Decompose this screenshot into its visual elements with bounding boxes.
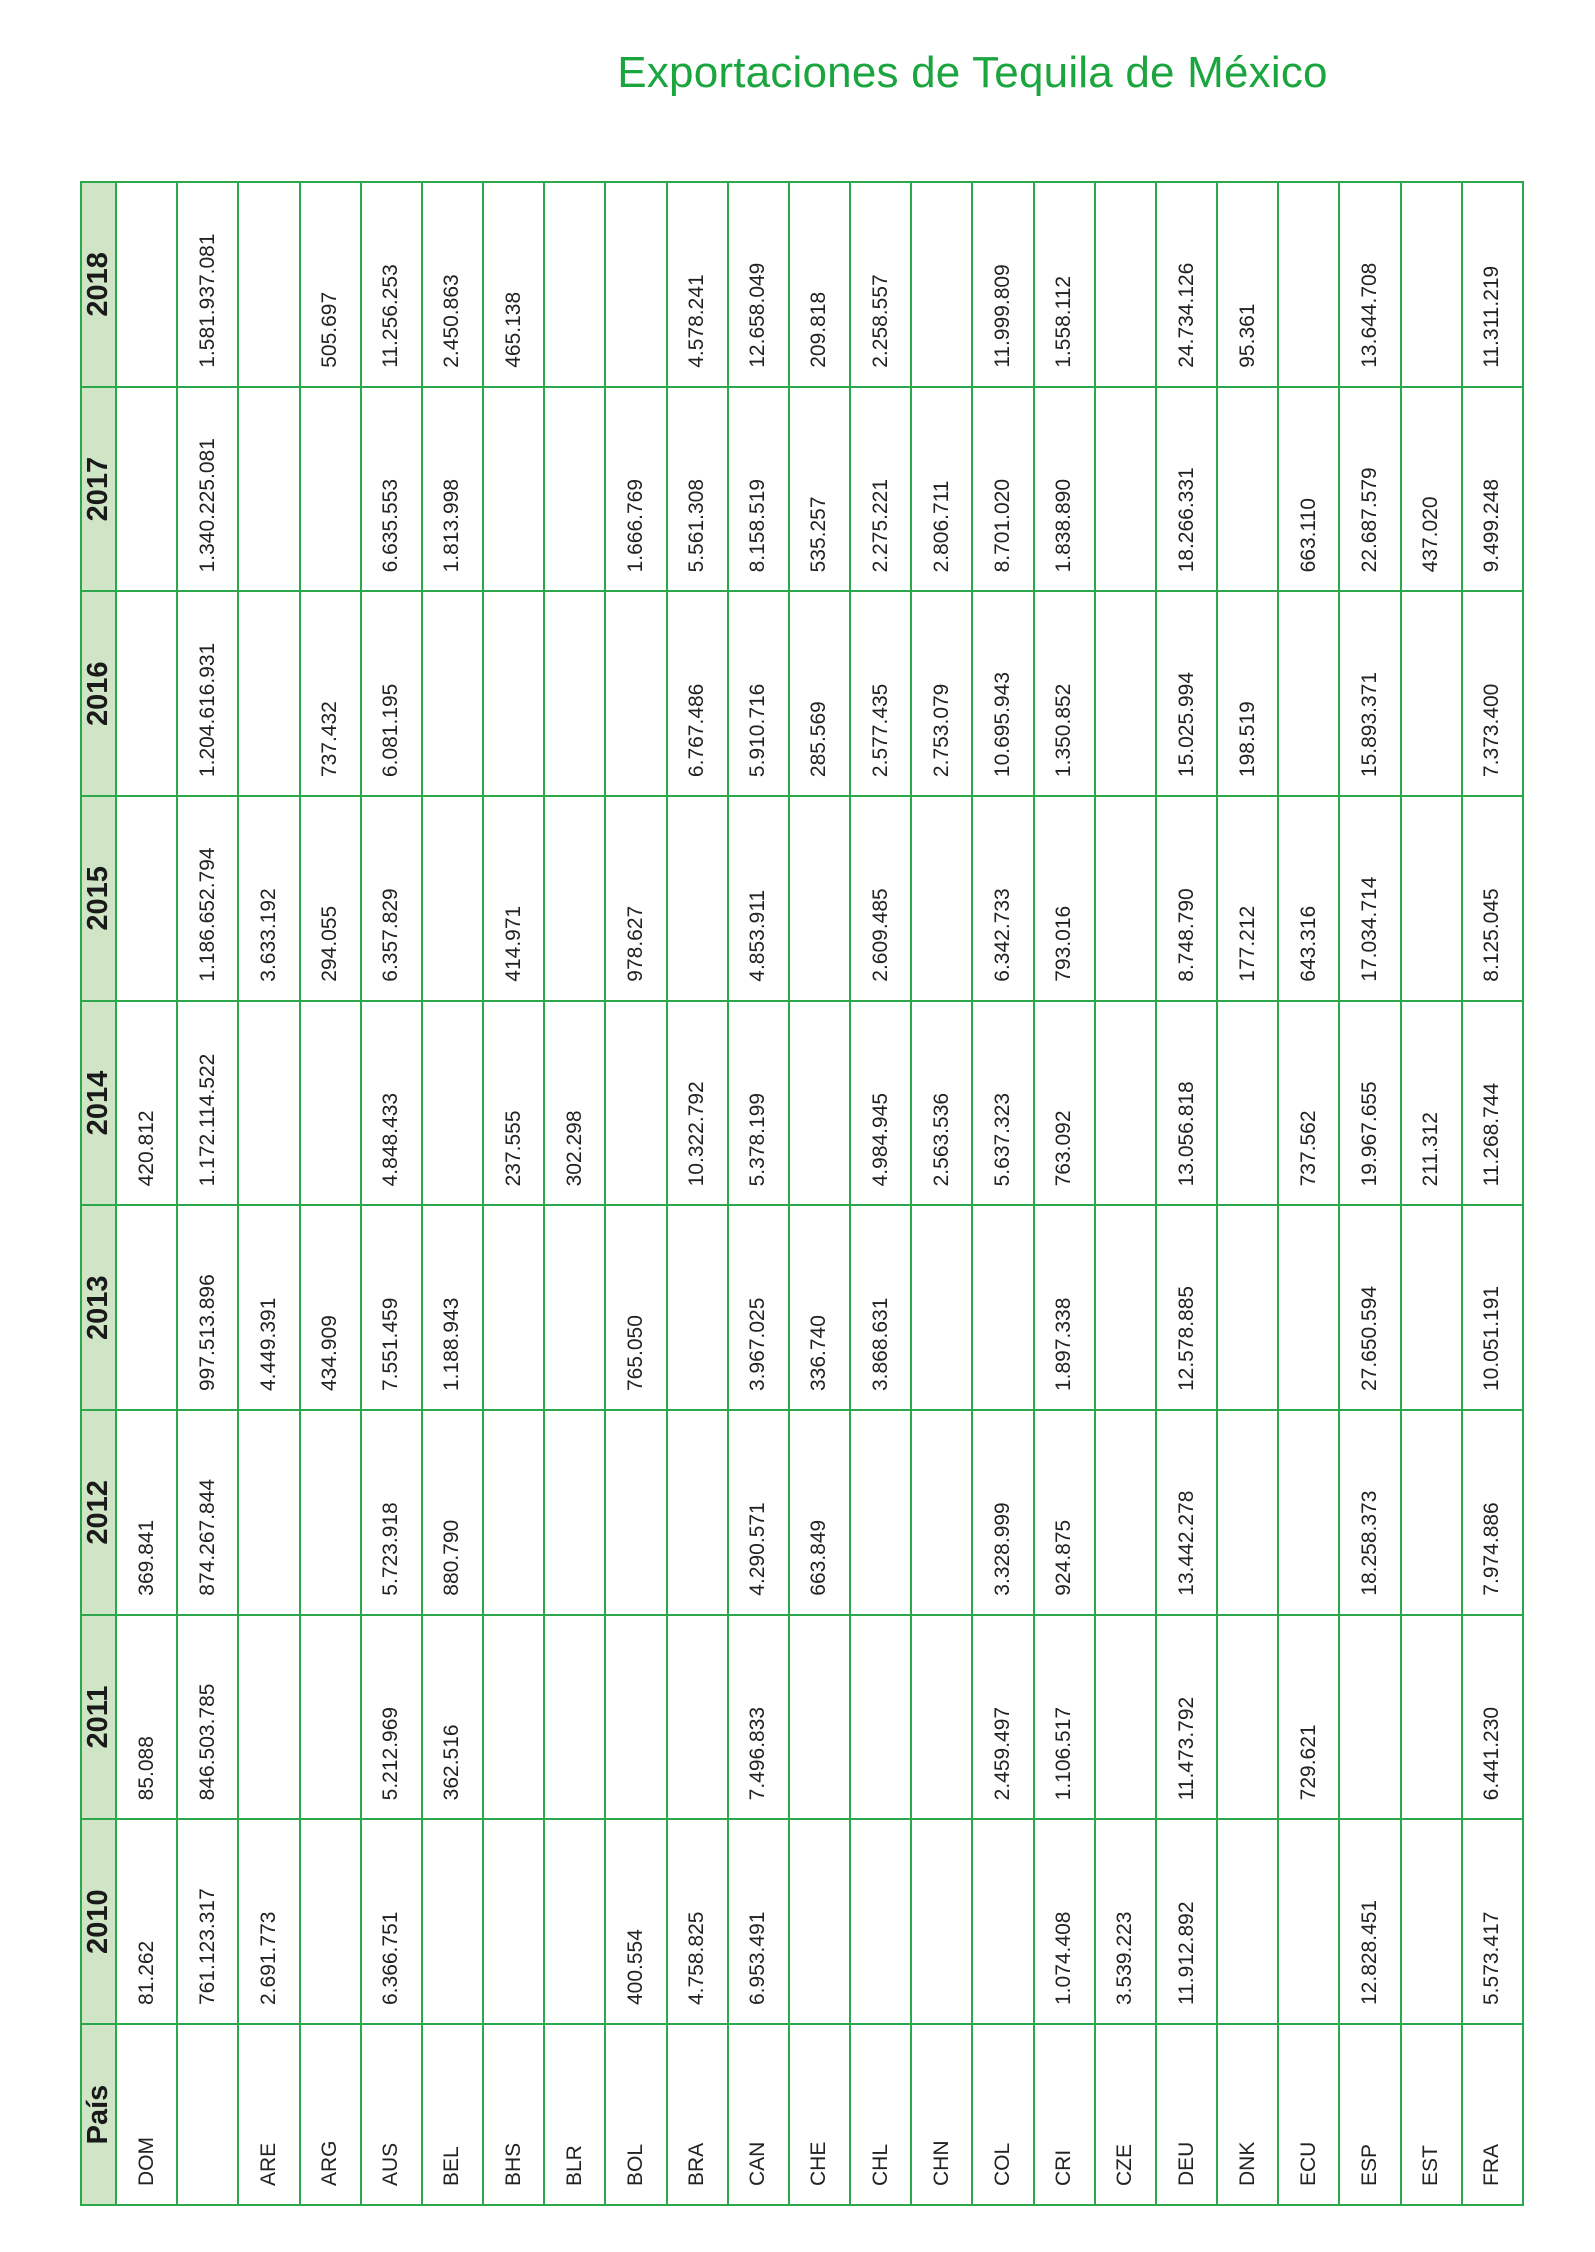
value-cell	[1278, 1410, 1339, 1615]
value-cell	[422, 1819, 483, 2024]
value-cell: 5.561.308	[667, 387, 728, 592]
value-cell	[1401, 1410, 1462, 1615]
value-cell: 6.366.751	[361, 1819, 422, 2024]
country-cell: CZE	[1095, 2024, 1156, 2205]
header-2013: 2013	[81, 1205, 116, 1410]
value-cell	[1095, 796, 1156, 1001]
value-cell: 1.558.112	[1034, 182, 1095, 387]
value-cell	[1401, 1205, 1462, 1410]
table-row	[1034, 182, 1095, 2205]
value-cell	[1278, 1205, 1339, 1410]
table-row	[850, 182, 911, 2205]
value-cell	[300, 1615, 361, 1820]
value-cell: 7.551.459	[361, 1205, 422, 1410]
value-cell: 11.268.744	[1462, 1001, 1523, 1206]
value-cell	[1278, 1819, 1339, 2024]
value-cell: 924.875	[1034, 1410, 1095, 1615]
value-cell: 4.578.241	[667, 182, 728, 387]
value-cell: 1.074.408	[1034, 1819, 1095, 2024]
value-cell	[1095, 1205, 1156, 1410]
value-cell: 978.627	[605, 796, 666, 1001]
value-cell	[544, 796, 605, 1001]
value-cell	[667, 1205, 728, 1410]
value-cell: 19.967.655	[1339, 1001, 1400, 1206]
value-cell: 18.266.331	[1156, 387, 1217, 592]
value-cell: 765.050	[605, 1205, 666, 1410]
value-cell: 10.051.191	[1462, 1205, 1523, 1410]
exports-table	[80, 181, 1524, 2206]
country-cell: DEU	[1156, 2024, 1217, 2205]
value-cell: 8.748.790	[1156, 796, 1217, 1001]
table-row	[544, 182, 605, 2205]
value-cell	[544, 1205, 605, 1410]
value-cell	[1278, 591, 1339, 796]
value-cell: 5.212.969	[361, 1615, 422, 1820]
value-cell: 4.848.433	[361, 1001, 422, 1206]
value-cell	[1095, 182, 1156, 387]
page-title: Exportaciones de Tequila de México	[617, 48, 1328, 97]
value-cell	[300, 1001, 361, 1206]
value-cell: 85.088	[116, 1615, 177, 1820]
value-cell	[1095, 1001, 1156, 1206]
value-cell	[1095, 387, 1156, 592]
value-cell: 3.868.631	[850, 1205, 911, 1410]
value-cell	[789, 1819, 850, 2024]
value-cell: 12.658.049	[728, 182, 789, 387]
value-cell	[422, 591, 483, 796]
value-cell: 1.897.338	[1034, 1205, 1095, 1410]
country-cell: DNK	[1217, 2024, 1278, 2205]
value-cell	[1217, 387, 1278, 592]
rotated-table	[80, 181, 1524, 2206]
value-cell: 7.974.886	[1462, 1410, 1523, 1615]
value-cell: 362.516	[422, 1615, 483, 1820]
value-cell: 4.853.911	[728, 796, 789, 1001]
value-cell: 3.328.999	[972, 1410, 1033, 1615]
value-cell: 11.473.792	[1156, 1615, 1217, 1820]
table-row	[1156, 182, 1217, 2205]
value-cell	[789, 796, 850, 1001]
value-cell: 2.609.485	[850, 796, 911, 1001]
value-cell	[238, 182, 299, 387]
value-cell: 336.740	[789, 1205, 850, 1410]
country-cell: CHE	[789, 2024, 850, 2205]
header-2014: 2014	[81, 1001, 116, 1206]
value-cell: 12.578.885	[1156, 1205, 1217, 1410]
table-row	[300, 182, 361, 2205]
header-2010: 2010	[81, 1819, 116, 2024]
value-cell: 12.828.451	[1339, 1819, 1400, 2024]
value-cell	[1217, 1001, 1278, 1206]
value-cell: 10.322.792	[667, 1001, 728, 1206]
header-2016: 2016	[81, 591, 116, 796]
country-cell: FRA	[1462, 2024, 1523, 2205]
value-cell: 5.573.417	[1462, 1819, 1523, 2024]
table-row	[1278, 182, 1339, 2205]
value-cell: 874.267.844	[177, 1410, 238, 1615]
value-cell: 6.441.230	[1462, 1615, 1523, 1820]
header-2011: 2011	[81, 1615, 116, 1820]
value-cell: 6.767.486	[667, 591, 728, 796]
value-cell	[911, 182, 972, 387]
value-cell: 763.092	[1034, 1001, 1095, 1206]
value-cell: 6.357.829	[361, 796, 422, 1001]
table-row	[1401, 182, 1462, 2205]
table-row	[422, 182, 483, 2205]
header-pais: País	[81, 2024, 116, 2205]
value-cell	[972, 1819, 1033, 2024]
value-cell	[605, 1410, 666, 1615]
value-cell	[1095, 1615, 1156, 1820]
value-cell: 95.361	[1217, 182, 1278, 387]
value-cell	[116, 796, 177, 1001]
value-cell: 237.555	[483, 1001, 544, 1206]
value-cell: 420.812	[116, 1001, 177, 1206]
value-cell	[544, 182, 605, 387]
value-cell: 302.298	[544, 1001, 605, 1206]
country-cell: CRI	[1034, 2024, 1095, 2205]
country-cell: BOL	[605, 2024, 666, 2205]
value-cell	[789, 1615, 850, 1820]
value-cell: 3.967.025	[728, 1205, 789, 1410]
value-cell: 9.499.248	[1462, 387, 1523, 592]
value-cell: 1.838.890	[1034, 387, 1095, 592]
value-cell	[1339, 1615, 1400, 1820]
value-cell	[483, 1615, 544, 1820]
value-cell	[483, 1819, 544, 2024]
value-cell: 3.539.223	[1095, 1819, 1156, 2024]
value-cell: 1.106.517	[1034, 1615, 1095, 1820]
value-cell: 1.188.943	[422, 1205, 483, 1410]
country-cell: BEL	[422, 2024, 483, 2205]
country-cell: COL	[972, 2024, 1033, 2205]
value-cell: 11.912.892	[1156, 1819, 1217, 2024]
value-cell: 198.519	[1217, 591, 1278, 796]
value-cell: 8.125.045	[1462, 796, 1523, 1001]
value-cell	[238, 1001, 299, 1206]
value-cell: 1.666.769	[605, 387, 666, 592]
value-cell: 2.753.079	[911, 591, 972, 796]
value-cell: 2.459.497	[972, 1615, 1033, 1820]
value-cell: 6.342.733	[972, 796, 1033, 1001]
table-row	[972, 182, 1033, 2205]
value-cell: 4.984.945	[850, 1001, 911, 1206]
value-cell: 13.644.708	[1339, 182, 1400, 387]
value-cell	[667, 1615, 728, 1820]
value-cell: 13.442.278	[1156, 1410, 1217, 1615]
table-body	[116, 182, 1523, 2205]
value-cell: 1.340.225.081	[177, 387, 238, 592]
value-cell: 10.695.943	[972, 591, 1033, 796]
value-cell: 177.212	[1217, 796, 1278, 1001]
header-2015: 2015	[81, 796, 116, 1001]
value-cell	[789, 1001, 850, 1206]
value-cell	[605, 1615, 666, 1820]
value-cell: 1.186.652.794	[177, 796, 238, 1001]
value-cell: 737.562	[1278, 1001, 1339, 1206]
header-2018: 2018	[81, 182, 116, 387]
value-cell: 1.581.937.081	[177, 182, 238, 387]
value-cell	[850, 1410, 911, 1615]
value-cell: 4.758.825	[667, 1819, 728, 2024]
value-cell	[238, 387, 299, 592]
value-cell: 2.577.435	[850, 591, 911, 796]
value-cell: 729.621	[1278, 1615, 1339, 1820]
table-row	[238, 182, 299, 2205]
table-row	[116, 182, 177, 2205]
value-cell	[605, 182, 666, 387]
country-cell: ESP	[1339, 2024, 1400, 2205]
value-cell	[911, 1410, 972, 1615]
value-cell: 211.312	[1401, 1001, 1462, 1206]
value-cell: 13.056.818	[1156, 1001, 1217, 1206]
value-cell: 11.256.253	[361, 182, 422, 387]
country-cell: CHN	[911, 2024, 972, 2205]
value-cell	[972, 1205, 1033, 1410]
value-cell: 793.016	[1034, 796, 1095, 1001]
value-cell: 5.637.323	[972, 1001, 1033, 1206]
value-cell: 5.378.199	[728, 1001, 789, 1206]
value-cell	[544, 1410, 605, 1615]
value-cell	[1278, 182, 1339, 387]
table-row	[483, 182, 544, 2205]
country-cell: CAN	[728, 2024, 789, 2205]
country-cell: AUS	[361, 2024, 422, 2205]
value-cell	[1401, 1819, 1462, 2024]
value-cell: 18.258.373	[1339, 1410, 1400, 1615]
value-cell: 505.697	[300, 182, 361, 387]
country-cell: BRA	[667, 2024, 728, 2205]
value-cell: 11.999.809	[972, 182, 1033, 387]
value-cell: 209.818	[789, 182, 850, 387]
value-cell	[1217, 1819, 1278, 2024]
value-cell: 17.034.714	[1339, 796, 1400, 1001]
value-cell: 4.290.571	[728, 1410, 789, 1615]
country-cell: BLR	[544, 2024, 605, 2205]
value-cell: 997.513.896	[177, 1205, 238, 1410]
header-2012: 2012	[81, 1410, 116, 1615]
value-cell: 643.316	[1278, 796, 1339, 1001]
country-cell: CHL	[850, 2024, 911, 2205]
value-cell: 1.172.114.522	[177, 1001, 238, 1206]
value-cell	[850, 1615, 911, 1820]
value-cell: 2.563.536	[911, 1001, 972, 1206]
value-cell	[544, 591, 605, 796]
value-cell	[1217, 1615, 1278, 1820]
value-cell: 7.496.833	[728, 1615, 789, 1820]
value-cell: 5.910.716	[728, 591, 789, 796]
value-cell	[483, 591, 544, 796]
value-cell	[483, 387, 544, 592]
value-cell	[1401, 591, 1462, 796]
value-cell	[116, 1205, 177, 1410]
value-cell: 1.813.998	[422, 387, 483, 592]
value-cell	[422, 796, 483, 1001]
value-cell: 1.204.616.931	[177, 591, 238, 796]
table-row	[1462, 182, 1523, 2205]
value-cell	[116, 591, 177, 796]
table-row	[1339, 182, 1400, 2205]
value-cell: 8.158.519	[728, 387, 789, 592]
value-cell	[667, 796, 728, 1001]
value-cell	[1401, 796, 1462, 1001]
value-cell: 880.790	[422, 1410, 483, 1615]
value-cell	[238, 591, 299, 796]
value-cell	[911, 1819, 972, 2024]
value-cell	[911, 796, 972, 1001]
value-cell: 535.257	[789, 387, 850, 592]
value-cell	[667, 1410, 728, 1615]
country-cell	[177, 2024, 238, 2205]
country-cell: ARE	[238, 2024, 299, 2205]
value-cell: 465.138	[483, 182, 544, 387]
header-2017: 2017	[81, 387, 116, 592]
value-cell	[483, 1205, 544, 1410]
value-cell: 22.687.579	[1339, 387, 1400, 592]
country-cell: EST	[1401, 2024, 1462, 2205]
value-cell: 15.025.994	[1156, 591, 1217, 796]
value-cell: 294.055	[300, 796, 361, 1001]
value-cell	[850, 1819, 911, 2024]
value-cell: 6.953.491	[728, 1819, 789, 2024]
value-cell: 285.569	[789, 591, 850, 796]
table-row	[177, 182, 238, 2205]
value-cell	[544, 1615, 605, 1820]
country-cell: BHS	[483, 2024, 544, 2205]
country-cell: DOM	[116, 2024, 177, 2205]
table-row	[789, 182, 850, 2205]
table-row	[361, 182, 422, 2205]
value-cell	[544, 387, 605, 592]
value-cell: 4.449.391	[238, 1205, 299, 1410]
value-cell: 5.723.918	[361, 1410, 422, 1615]
value-cell: 400.554	[605, 1819, 666, 2024]
value-cell: 11.311.219	[1462, 182, 1523, 387]
value-cell: 369.841	[116, 1410, 177, 1615]
header-row	[81, 182, 116, 2205]
value-cell: 7.373.400	[1462, 591, 1523, 796]
value-cell	[300, 387, 361, 592]
value-cell: 434.909	[300, 1205, 361, 1410]
value-cell: 663.110	[1278, 387, 1339, 592]
value-cell: 1.350.852	[1034, 591, 1095, 796]
table-row	[667, 182, 728, 2205]
value-cell: 2.806.711	[911, 387, 972, 592]
value-cell	[238, 1615, 299, 1820]
value-cell	[1401, 182, 1462, 387]
value-cell: 737.432	[300, 591, 361, 796]
country-cell: ARG	[300, 2024, 361, 2205]
value-cell	[544, 1819, 605, 2024]
value-cell	[300, 1819, 361, 2024]
value-cell	[422, 1001, 483, 1206]
value-cell: 8.701.020	[972, 387, 1033, 592]
value-cell	[605, 591, 666, 796]
value-cell: 24.734.126	[1156, 182, 1217, 387]
table-container	[80, 181, 1524, 2206]
table-row	[728, 182, 789, 2205]
value-cell: 2.258.557	[850, 182, 911, 387]
value-cell	[238, 1410, 299, 1615]
value-cell	[1217, 1205, 1278, 1410]
value-cell	[116, 182, 177, 387]
value-cell	[116, 387, 177, 592]
table-row	[1095, 182, 1156, 2205]
value-cell: 846.503.785	[177, 1615, 238, 1820]
value-cell: 6.081.195	[361, 591, 422, 796]
table-row	[1217, 182, 1278, 2205]
value-cell: 15.893.371	[1339, 591, 1400, 796]
value-cell: 2.275.221	[850, 387, 911, 592]
value-cell: 761.123.317	[177, 1819, 238, 2024]
value-cell: 2.691.773	[238, 1819, 299, 2024]
value-cell: 27.650.594	[1339, 1205, 1400, 1410]
value-cell: 81.262	[116, 1819, 177, 2024]
value-cell	[1217, 1410, 1278, 1615]
value-cell	[483, 1410, 544, 1615]
value-cell	[911, 1205, 972, 1410]
value-cell: 2.450.863	[422, 182, 483, 387]
value-cell	[1401, 1615, 1462, 1820]
value-cell	[300, 1410, 361, 1615]
value-cell	[1095, 591, 1156, 796]
value-cell	[605, 1001, 666, 1206]
country-cell: ECU	[1278, 2024, 1339, 2205]
value-cell: 3.633.192	[238, 796, 299, 1001]
value-cell	[911, 1615, 972, 1820]
value-cell: 414.971	[483, 796, 544, 1001]
value-cell: 6.635.553	[361, 387, 422, 592]
value-cell: 663.849	[789, 1410, 850, 1615]
table-row	[605, 182, 666, 2205]
value-cell	[1095, 1410, 1156, 1615]
value-cell: 437.020	[1401, 387, 1462, 592]
table-row	[911, 182, 972, 2205]
